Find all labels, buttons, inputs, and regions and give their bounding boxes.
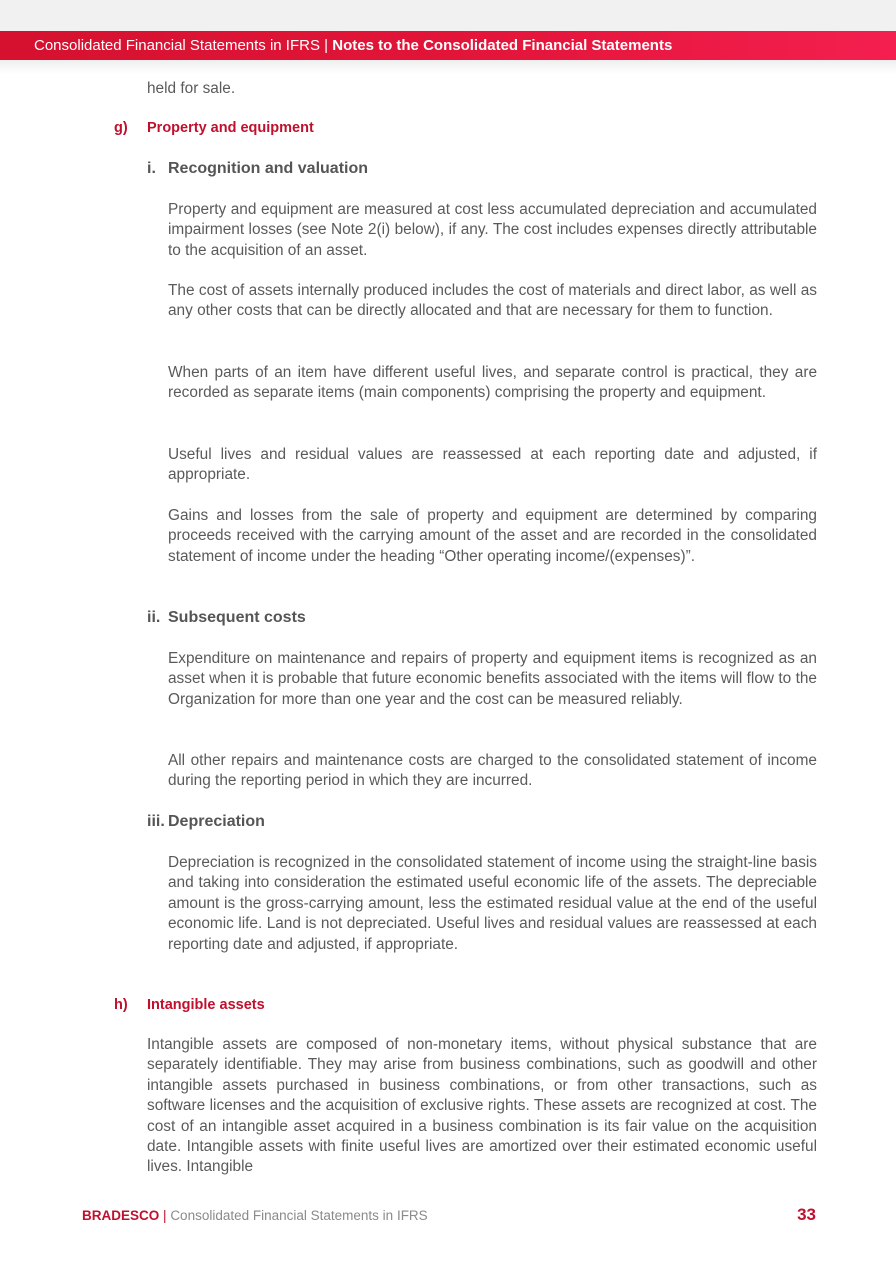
paragraph: All other repairs and maintenance costs are charged to the consolidated statement of income during the reporting period in which they are incurred. [168,752,817,790]
paragraph: Gains and losses from the sale of property and equipment are determined by comparing proceeds received with the carrying amount of the asset and are recorded in the consolidated statement of income under the heading “Other operating income/(expenses)”. [168,507,817,565]
subsection-ii-number: ii. [147,609,161,626]
section-g-letter: g) [114,120,128,136]
section-g-title: Property and equipment [147,120,314,136]
subsection-i-title: Recognition and valuation [168,160,369,177]
paragraph: Expenditure on maintenance and repairs of property and equipment items is recognized as an asset when it is probable that future economic benefits associated with the items will flow to the Organization for more than one year and the cost can be measured reliably. [168,650,817,708]
header-banner [0,31,896,60]
subsection-i-number: i. [147,160,156,177]
subsection-iii-number: iii. [147,813,165,830]
paragraph: The cost of assets internally produced includes the cost of materials and direct labor, as well as any other costs that can be directly allocated and that are necessary for them to function. [168,282,817,320]
lead-in-text: held for sale. [147,80,236,97]
footer-brand: BRADESCO [82,1208,160,1223]
header-shadow [0,60,896,74]
footer-report-title: Consolidated Financial Statements in IFRS [170,1208,428,1223]
subsection-iii-title: Depreciation [168,813,265,830]
header-separator: | [324,37,329,54]
subsection-ii-title: Subsequent costs [168,609,306,626]
footer-separator: | [163,1208,167,1223]
footer [82,1208,428,1223]
paragraph: Intangible assets are composed of non-monetary items, without physical substance that are separately identifiable. They may arise from business combinations, such as goodwill and other intangible assets purchased in business combinations, or from other transactions, such as software licenses and the acquisition of exclusive rights. These assets are recognized at cost. The cost of an intangible asset acquired in a business combination is its fair value on the acquisition date. Intangible assets with finite useful lives are amortized over their estimated economic useful lives. Intangible [147,1036,817,1176]
header-section-title: Notes to the Consolidated Financial Statements [332,37,673,54]
top-margin [0,0,896,31]
section-h-title: Intangible assets [147,997,265,1013]
paragraph: Depreciation is recognized in the consolidated statement of income using the straight-line basis and taking into consideration the estimated useful economic life of the assets. The depreciable amount is the gross-carrying amount, less the estimated residual value at the end of the useful economic life. Land is not depreciated. Useful lives and residual values are reassessed at each reporting date and adjusted, if appropriate. [168,854,817,953]
page-number: 33 [797,1205,816,1224]
paragraph: Property and equipment are measured at cost less accumulated depreciation and accumulated impairment losses (see Note 2(i) below), if any. The cost includes expenses directly attributable to the acquisition of an asset. [168,201,817,259]
paragraph: When parts of an item have different useful lives, and separate control is practical, they are recorded as separate items (main components) comprising the property and equipment. [168,364,817,402]
header-report-title: Consolidated Financial Statements in IFRS [34,37,320,54]
section-h-letter: h) [114,997,128,1013]
paragraph: Useful lives and residual values are reassessed at each reporting date and adjusted, if appropriate. [168,446,817,484]
